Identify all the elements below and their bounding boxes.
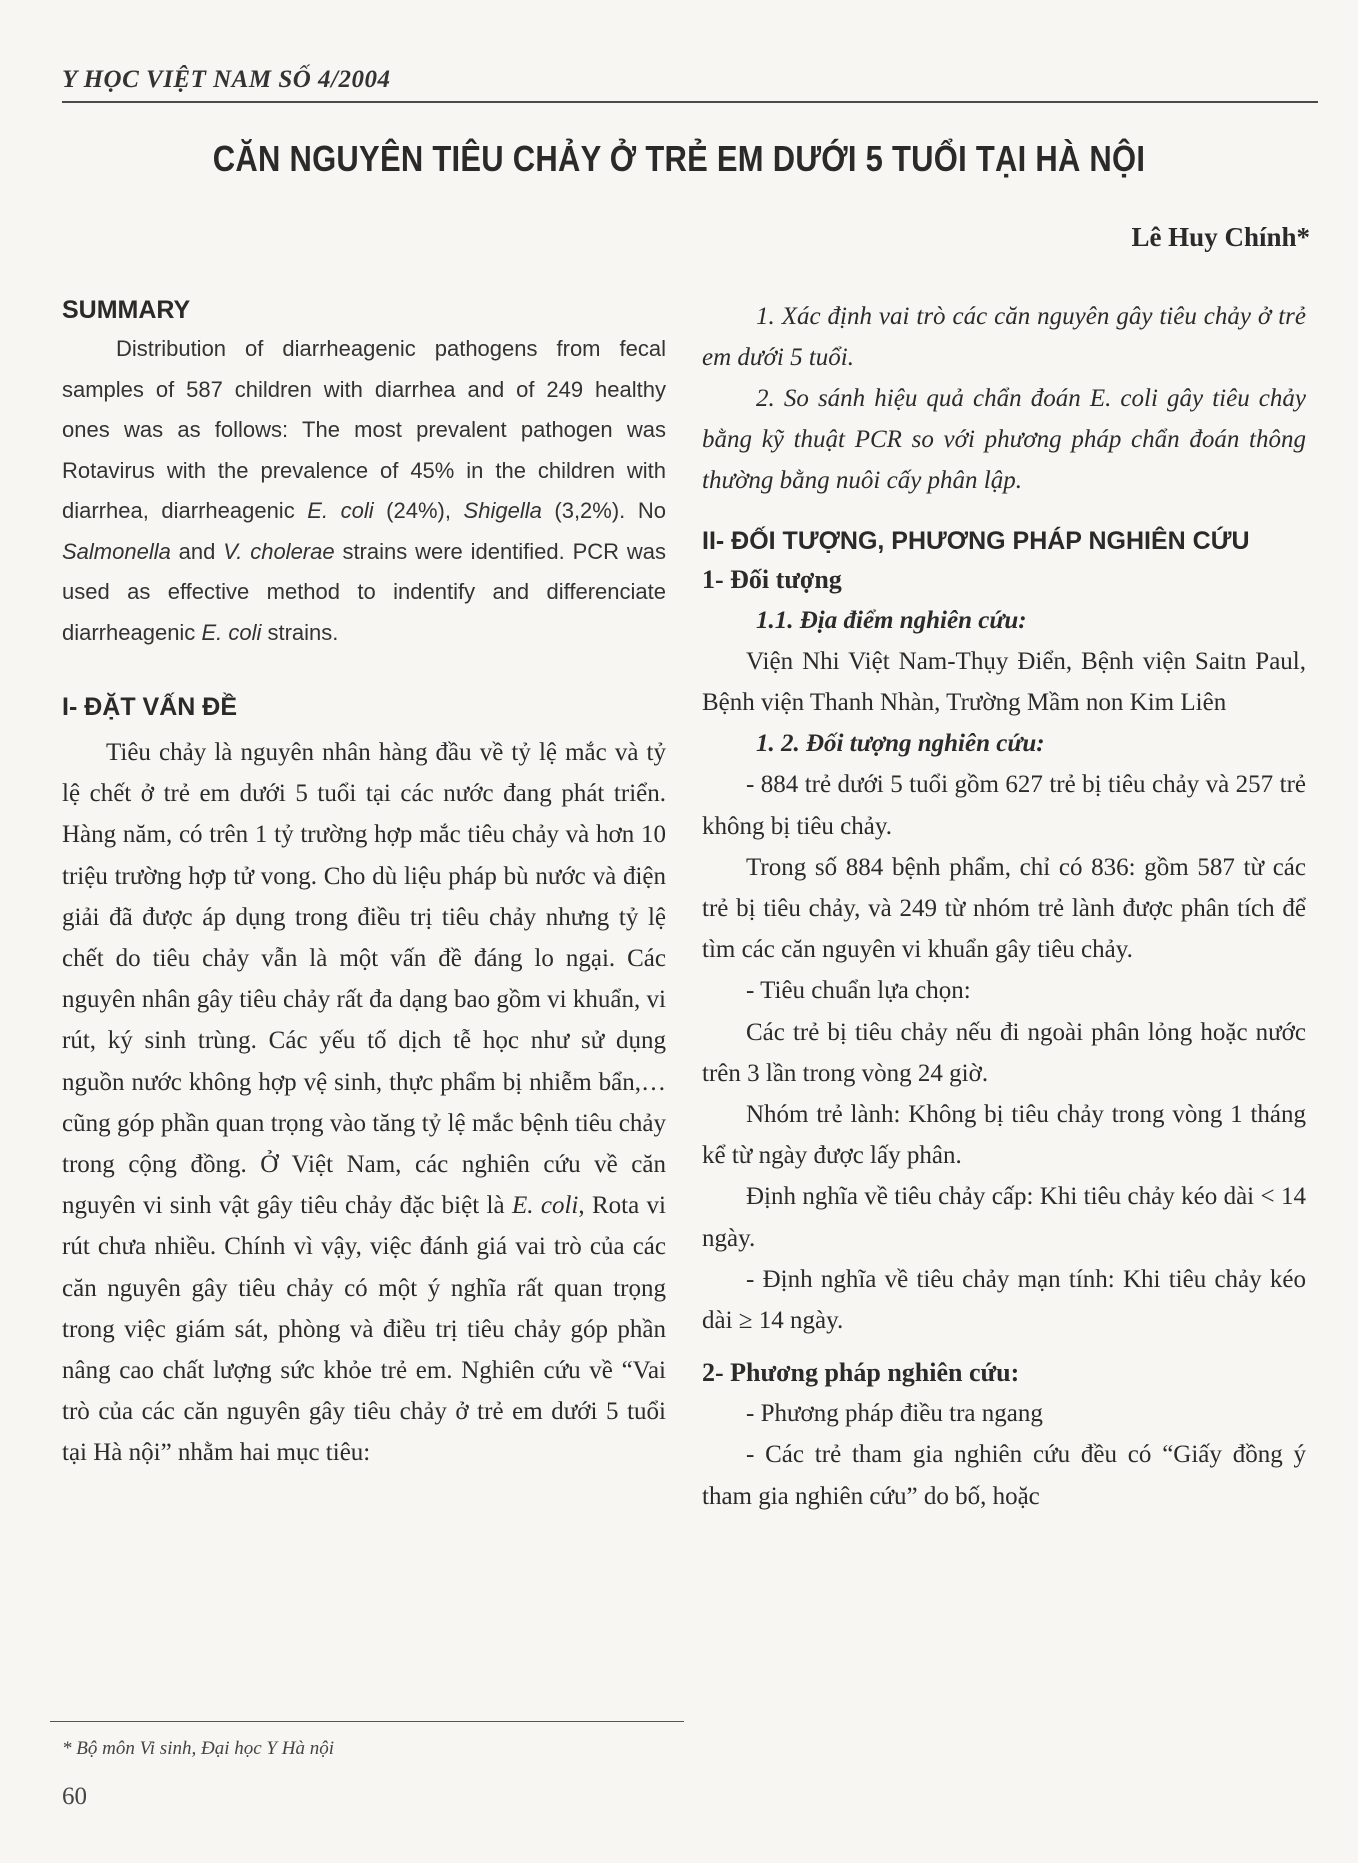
subjects-text: - 884 trẻ dưới 5 tuổi gồm 627 trẻ bị tiêu chảy và 257 trẻ không bị tiêu chảy. <box>702 771 1306 840</box>
journal-header: Y HỌC VIỆT NAM SỐ 4/2004 <box>62 66 391 93</box>
objective-1: 1. Xác định vai trò các căn nguyên gây tiêu chảy ở trẻ em dưới 5 tuổi. <box>702 303 1306 371</box>
criteria-healthy-text: Nhóm trẻ lành: Không bị tiêu chảy trong vòng 1 tháng kể từ ngày được lấy phân. <box>702 1101 1306 1170</box>
article-title: CĂN NGUYÊN TIÊU CHẢY Ở TRẺ EM DƯỚI 5 TUỔI TẠI HÀ NỘI <box>212 138 1146 179</box>
method-consent-text: - Các trẻ tham gia nghiên cứu đều có “Giấy đồng ý tham gia nghiên cứu” do bố, hoặc <box>702 1441 1306 1510</box>
study-sites-text: Viện Nhi Việt Nam-Thụy Điển, Bệnh viện Saitn Paul, Bệnh viện Thanh Nhàn, Trường Mầm non Kim Liên <box>702 648 1306 717</box>
subsection-1-heading: 1- Đối tượng <box>702 565 842 594</box>
summary-text: Distribution of diarrheagenic pathogens from fecal samples of 587 children with diarrhea and of 249 healthy ones was as follows: The most prevalent pathogen was Rotavirus with the prevalence of 45% in the children with diarrhea, diarrheagenic E. coli (24%), Shigella (3,2%). No Salmonella and V. cholerae strains were identified. PCR was used as effective method to indentify and differenciate diarrheagenic E. coli strains. <box>62 336 667 645</box>
chronic-definition-text: - Định nghĩa về tiêu chảy mạn tính: Khi tiêu chảy kéo dài ≥ 14 ngày. <box>702 1265 1306 1335</box>
objective-2: 2. So sánh hiệu quả chẩn đoán E. coli gây tiêu chảy bằng kỹ thuật PCR so với phương pháp chẩn đoán thông thường bằng nuôi cấy phân lập. <box>702 385 1306 494</box>
section-1-heading: I- ĐẶT VẤN ĐỀ <box>62 693 237 721</box>
subsection-1-1-heading: 1.1. Địa điểm nghiên cứu: <box>756 607 1027 634</box>
samples-text: Trong số 884 bệnh phẩm, chỉ có 836: gồm 587 từ các trẻ bị tiêu chảy, và 249 từ nhóm trẻ lành được phân tích để tìm các căn nguyên vi khuẩn gây tiêu chảy. <box>702 853 1306 964</box>
right-column <box>702 296 1306 1517</box>
header-rule <box>62 101 1318 103</box>
subsection-1-2-heading: 1. 2. Đối tượng nghiên cứu: <box>756 730 1045 758</box>
summary-heading: SUMMARY <box>62 296 191 324</box>
criteria-diarrhea-text: Các trẻ bị tiêu chảy nếu đi ngoài phân lỏng hoặc nước trên 3 lần trong vòng 24 giờ. <box>702 1018 1306 1087</box>
footnote-rule <box>50 1721 684 1722</box>
method-survey-text: - Phương pháp điều tra ngang <box>746 1400 1043 1428</box>
selection-criteria-heading: - Tiêu chuẩn lựa chọn: <box>746 977 971 1005</box>
left-column <box>62 296 666 1474</box>
section-1-text: Tiêu chảy là nguyên nhân hàng đầu về tỷ lệ mắc và tỷ lệ chết ở trẻ em dưới 5 tuổi tại các nước đang phát triển. Hàng năm, có trên 1 tỷ trường hợp mắc tiêu chảy và hơn 10 triệu trường hợp tử vong. Cho dù liệu pháp bù nước và điện giải đã được áp dụng trong điều trị tiêu chảy nhưng tỷ lệ chết do tiêu chảy vẫn là một vấn đề đáng lo ngại. Các nguyên nhân gây tiêu chảy rất đa dạng bao gồm vi khuẩn, vi rút, ký sinh trùng. Các yếu tố dịch tễ học như sử dụng nguồn nước không hợp vệ sinh, thực phẩm bị nhiễm bẩn,…cũng góp phần quan trọng vào tăng tỷ lệ mắc bệnh tiêu chảy trong cộng đồng. Ở Việt Nam, các nghiên cứu về căn nguyên vi sinh vật gây tiêu chảy đặc biệt là E. coli, Rota vi rút chưa nhiều. Chính vì vậy, việc đánh giá vai trò của các căn nguyên gây tiêu chảy có một ý nghĩa rất quan trọng trong việc giám sát, phòng và điều trị tiêu chảy góp phần nâng cao chất lượng sức khỏe trẻ em. Nghiên cứu về “Vai trò của các căn nguyên gây tiêu chảy ở trẻ em dưới 5 tuổi tại Hà nội” nhằm hai mục tiêu: <box>62 739 666 1467</box>
acute-definition-text: Định nghĩa về tiêu chảy cấp: Khi tiêu chảy kéo dài < 14 ngày. <box>702 1183 1306 1252</box>
page-number: 60 <box>62 1783 87 1810</box>
section-2-heading: II- ĐỐI TƯỢNG, PHƯƠNG PHÁP NGHIÊN CỨU <box>702 527 1250 555</box>
author: Lê Huy Chính* <box>1131 222 1310 252</box>
subsection-2-heading: 2- Phương pháp nghiên cứu: <box>702 1358 1020 1388</box>
footnote: * Bộ môn Vi sinh, Đại học Y Hà nội <box>62 1738 334 1759</box>
